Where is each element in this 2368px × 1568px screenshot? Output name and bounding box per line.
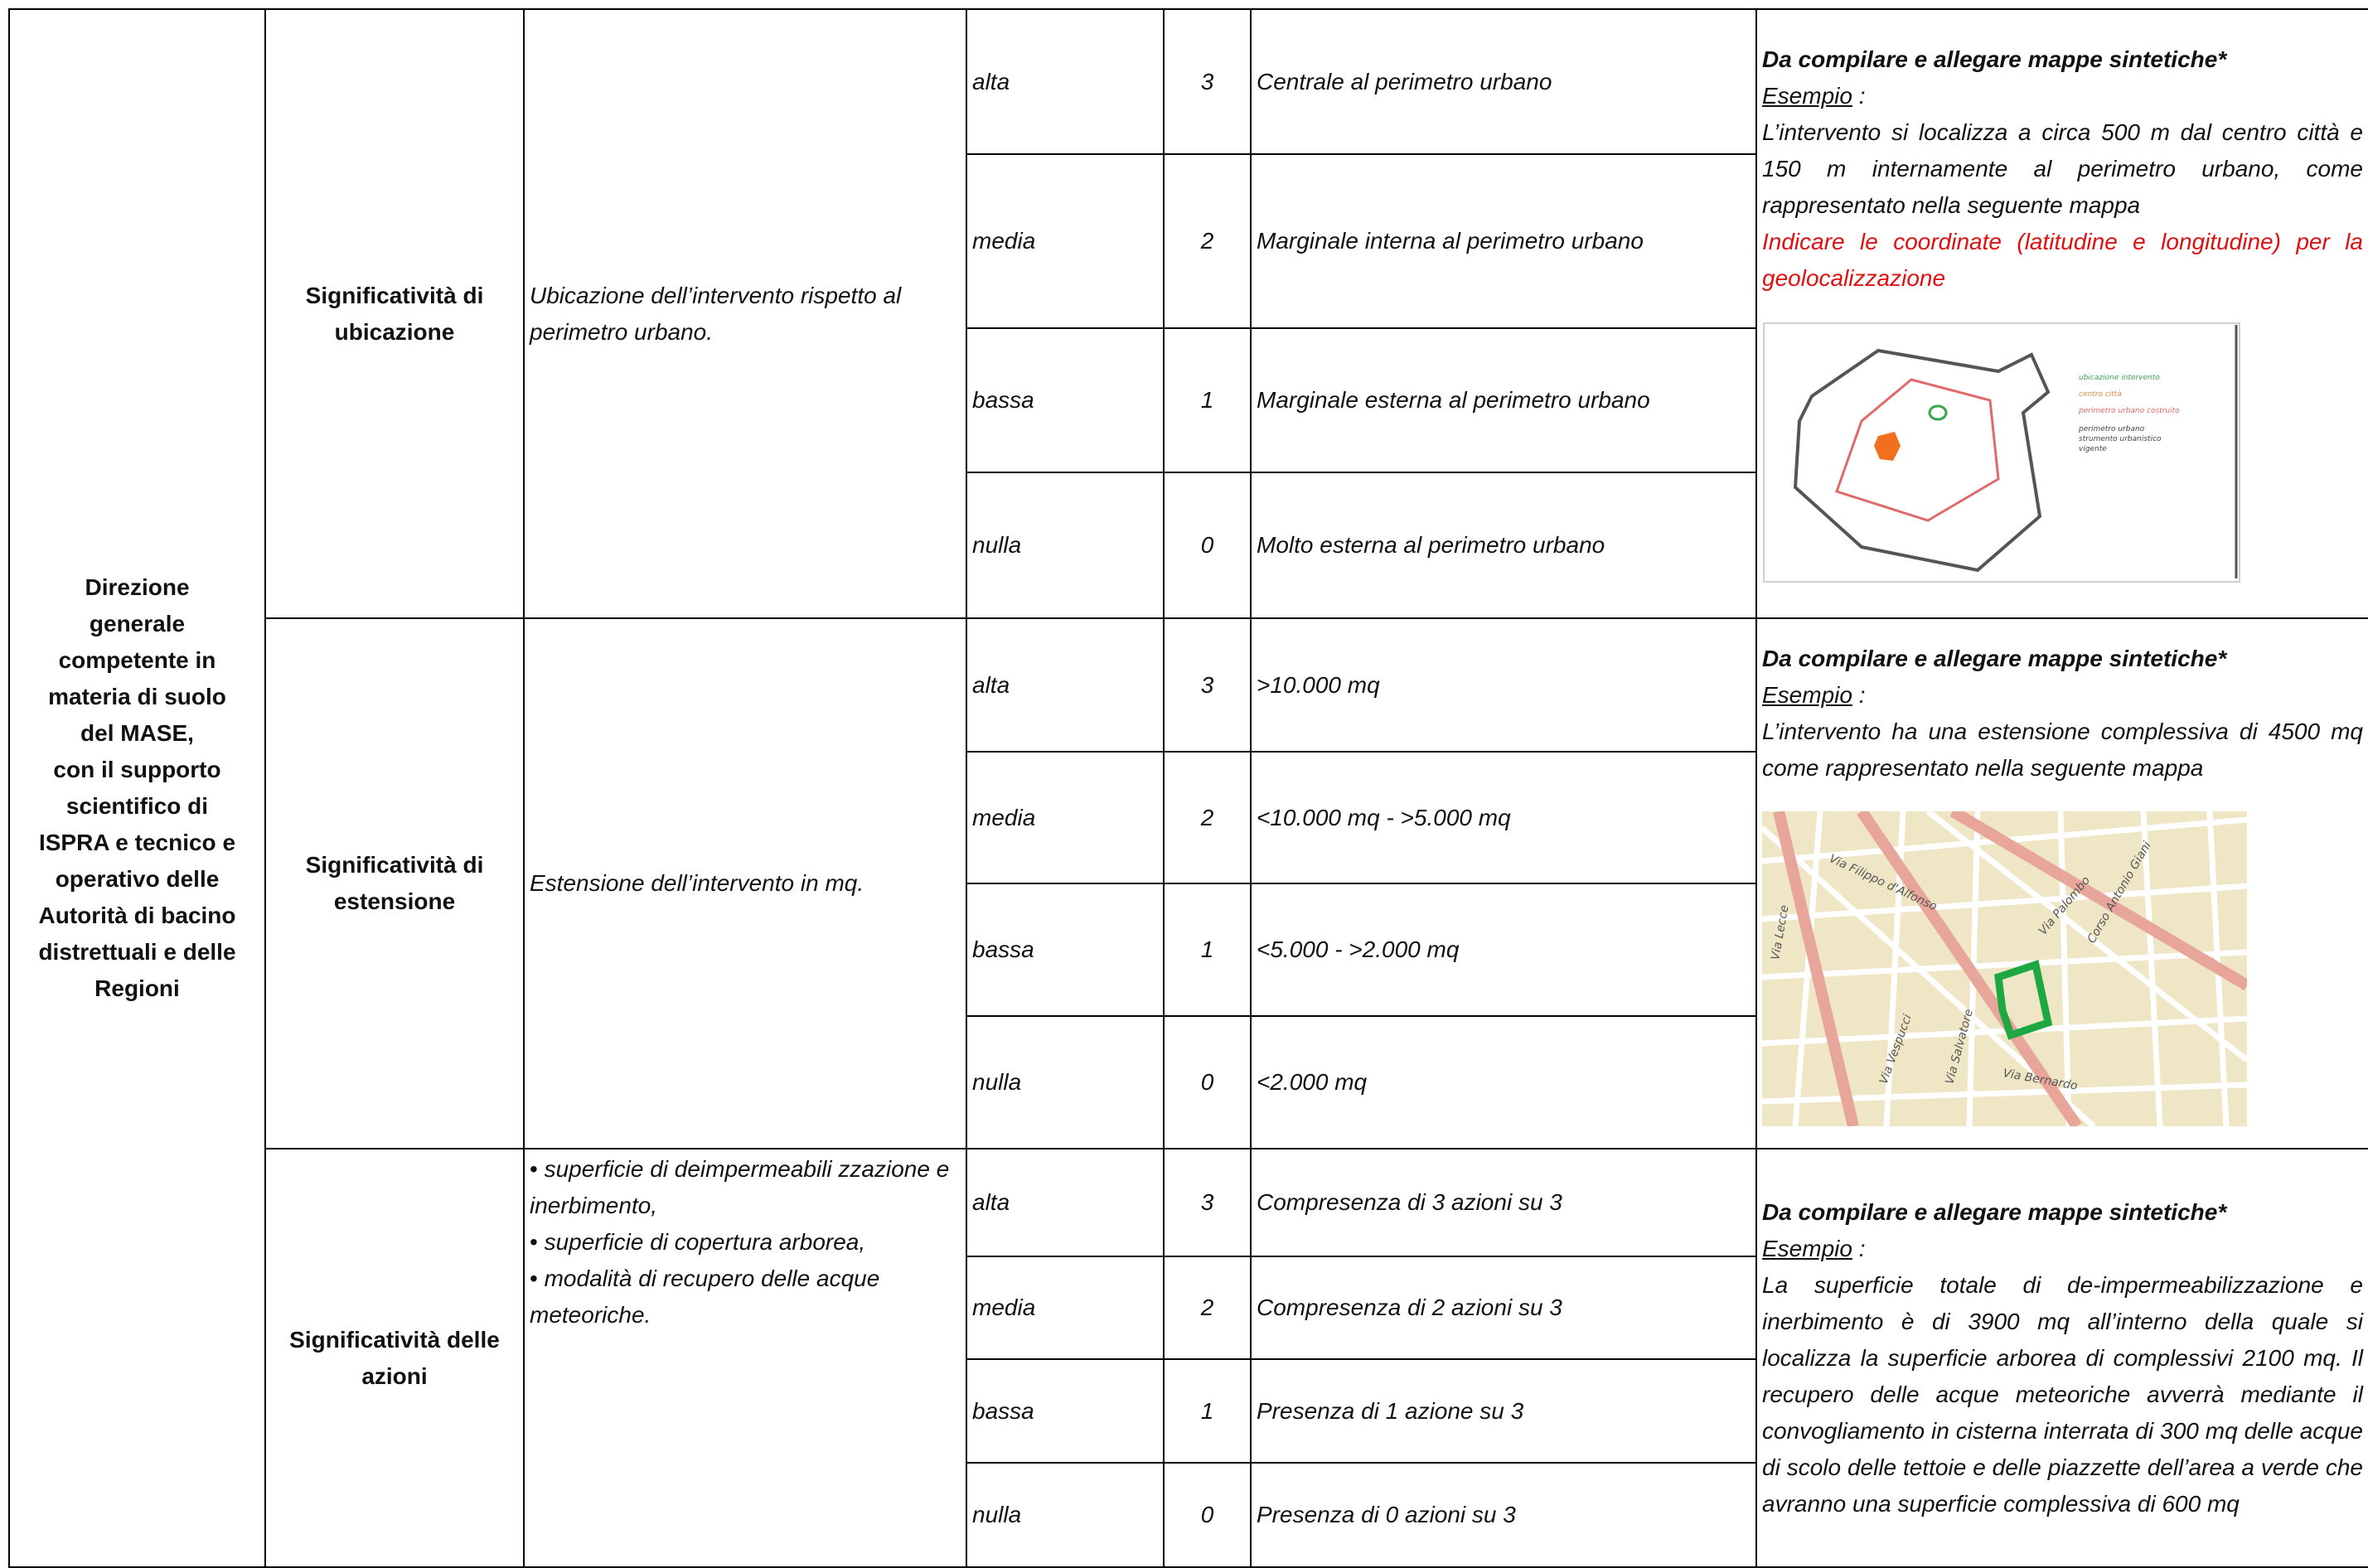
table-row [9, 618, 2368, 752]
legend-item: centro città [2079, 390, 2122, 399]
score-cell: 1 [1164, 1359, 1251, 1463]
significance-azioni: Significatività delle azioni [265, 1149, 524, 1567]
level-cell: nulla [966, 472, 1164, 618]
level-cell: nulla [966, 1016, 1164, 1149]
level-cell: bassa [966, 328, 1164, 472]
criterion-cell: Marginale interna al perimetro urbano [1251, 154, 1756, 328]
note-title: Da compilare e allegare mappe sintetiche* [1762, 646, 2227, 671]
criterion-cell: Presenza di 1 azione su 3 [1251, 1359, 1756, 1463]
note-ubicazione [1756, 9, 2368, 618]
criterion-cell: Marginale esterna al perimetro urbano [1251, 328, 1756, 472]
street-label: Via Palombo [2036, 874, 2094, 938]
note-text: L’intervento si localizza a circa 500 m dal centro città e 150 m internamente al perimetro urbano, come rappresentato nella seguente mappa [1762, 119, 2363, 218]
evaluation-table [8, 8, 2368, 1568]
score-cell: 3 [1164, 1149, 1251, 1256]
criterion-cell: <2.000 mq [1251, 1016, 1756, 1149]
note-azioni [1756, 1149, 2368, 1567]
legend-item: vigente [2079, 444, 2107, 453]
score-cell: 1 [1164, 883, 1251, 1016]
note-red-text: Indicare le coordinate (latitudine e longitudine) per la geolocalizzazione [1762, 228, 2363, 291]
level-cell: alta [966, 618, 1164, 752]
criterion-cell: <5.000 - >2.000 mq [1251, 883, 1756, 1016]
street-label: Via Filippo d'Alfonso [1827, 852, 1939, 914]
level-cell: media [966, 1256, 1164, 1359]
example-label: Esempio : [1762, 1235, 1866, 1261]
authority-cell: Direzione generale competente in materia di suolo del MASE, con il supporto scientifico di ISPRA e tecnico e operativo delle Autorità di bacino distrettuali e delle Regioni [9, 9, 265, 1567]
note-text: La superficie totale di de-impermeabilizzazione e inerbimento è di 3900 mq all’interno della quale si localizza la superficie arborea di complessivi 2100 mq. Il recupero delle acque meteoriche avverrà mediante il convogliamento in cisterna interrata di 300 mq delle acque di scolo delle tettoie e delle piazzette dell’area a verde che avranno una superficie complessiva di 600 mq [1762, 1271, 2363, 1517]
level-cell: nulla [966, 1463, 1164, 1567]
score-cell: 3 [1164, 9, 1251, 154]
perimeter-map [1762, 322, 2363, 587]
criterion-cell: <10.000 mq - >5.000 mq [1251, 752, 1756, 883]
perimeter-map-image [1762, 322, 2243, 587]
description-ubicazione: Ubicazione dell’intervento rispetto al perimetro urbano. [524, 9, 966, 618]
street-map [1762, 811, 2363, 1126]
level-cell: alta [966, 9, 1164, 154]
criterion-cell: Compresenza di 2 azioni su 3 [1251, 1256, 1756, 1359]
example-label: Esempio : [1762, 82, 1866, 109]
level-cell: media [966, 154, 1164, 328]
street-label: Via Lecce [1769, 904, 1792, 961]
score-cell: 0 [1164, 1463, 1251, 1567]
legend-item: ubicazione intervento [2079, 373, 2160, 382]
level-cell: bassa [966, 883, 1164, 1016]
street-label: Via Salvatore [1943, 1007, 1976, 1086]
significance-ubicazione: Significatività di ubicazione [265, 9, 524, 618]
list-item: • modalità di recupero delle acque meteoriche. [530, 1261, 961, 1333]
example-label: Esempio : [1762, 682, 1866, 708]
level-cell: media [966, 752, 1164, 883]
score-cell: 1 [1164, 328, 1251, 472]
legend-item: strumento urbanistico [2079, 434, 2162, 443]
criterion-cell: Molto esterna al perimetro urbano [1251, 472, 1756, 618]
criterion-cell: >10.000 mq [1251, 618, 1756, 752]
legend-item: perimetro urbano [2079, 424, 2145, 433]
criterion-cell: Presenza di 0 azioni su 3 [1251, 1463, 1756, 1567]
street-label: Corso Antonio Giani [2085, 839, 2154, 946]
score-cell: 0 [1164, 1016, 1251, 1149]
note-text: L’intervento ha una estensione complessiva di 4500 mq come rappresentato nella seguente mappa [1762, 719, 2363, 781]
note-estensione [1756, 618, 2368, 1149]
actions-list [530, 1151, 961, 1333]
description-azioni [524, 1149, 966, 1567]
note-title: Da compilare e allegare mappe sintetiche* [1762, 46, 2227, 72]
description-estensione: Estensione dell’intervento in mq. [524, 618, 966, 1149]
street-map-image [1762, 811, 2247, 1126]
table-row [9, 9, 2368, 154]
score-cell: 2 [1164, 1256, 1251, 1359]
significance-estensione: Significatività di estensione [265, 618, 524, 1149]
level-cell: alta [966, 1149, 1164, 1256]
street-label: Via Vespucci [1876, 1012, 1915, 1086]
criterion-cell: Centrale al perimetro urbano [1251, 9, 1756, 154]
score-cell: 0 [1164, 472, 1251, 618]
level-cell: bassa [966, 1359, 1164, 1463]
legend-item: perimetro urbano costruito [2079, 406, 2180, 415]
score-cell: 3 [1164, 618, 1251, 752]
score-cell: 2 [1164, 154, 1251, 328]
note-title: Da compilare e allegare mappe sintetiche* [1762, 1198, 2227, 1225]
street-label: Via Bernardo [2002, 1067, 2079, 1093]
table-row [9, 1149, 2368, 1256]
list-item: • superficie di deimpermeabili zzazione e inerbimento, [530, 1151, 961, 1224]
score-cell: 2 [1164, 752, 1251, 883]
list-item: • superficie di copertura arborea, [530, 1224, 961, 1261]
criterion-cell: Compresenza di 3 azioni su 3 [1251, 1149, 1756, 1256]
